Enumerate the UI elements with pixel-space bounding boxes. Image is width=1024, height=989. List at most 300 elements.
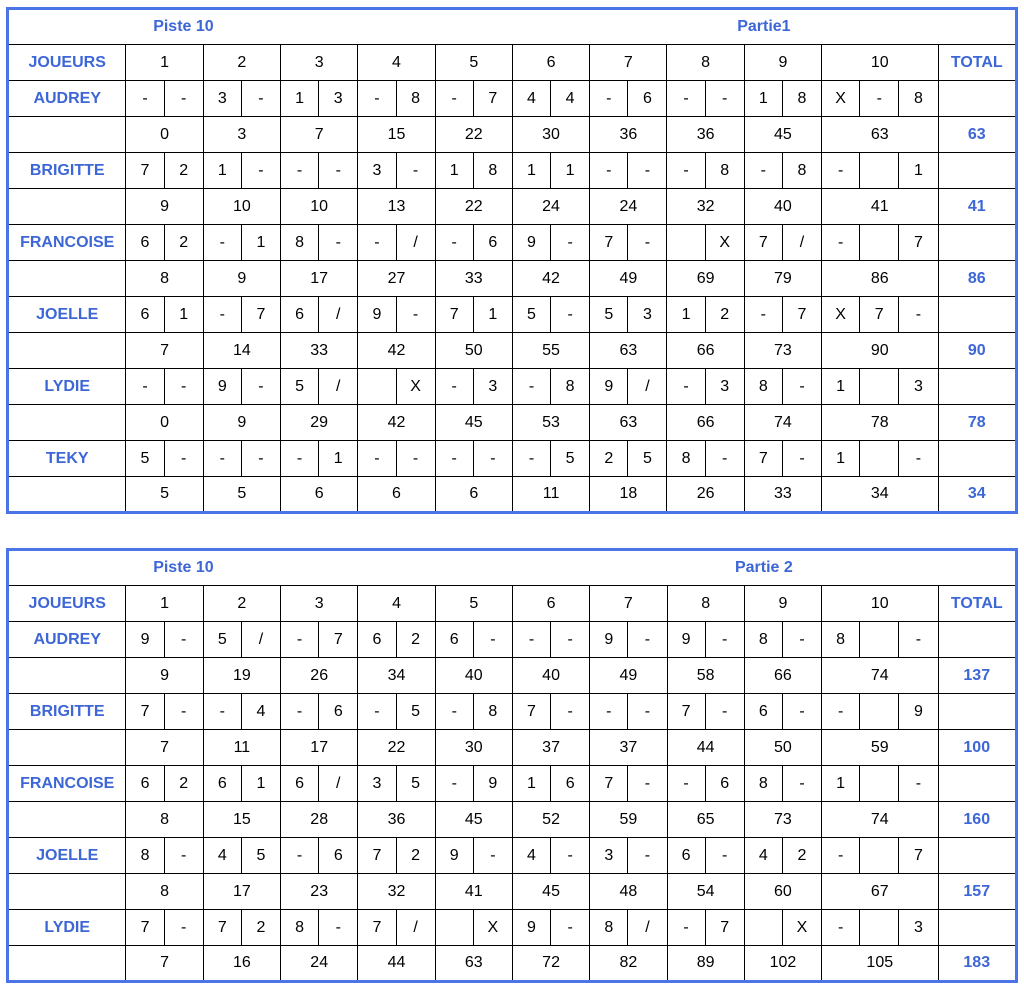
piste-title: Piste 10 <box>8 550 358 586</box>
roll-cell: / <box>319 297 358 333</box>
frame-score: 42 <box>358 405 435 441</box>
roll-cell: - <box>435 81 473 117</box>
roll-cell: 1 <box>473 297 512 333</box>
frame-number: 7 <box>590 586 667 622</box>
frame-score: 45 <box>512 874 589 910</box>
roll-cell: 6 <box>126 297 164 333</box>
roll-cell: X <box>822 297 860 333</box>
player-rolls-row <box>8 622 1017 658</box>
frame-score: 24 <box>512 189 589 225</box>
roll-cell: 5 <box>281 369 319 405</box>
roll-cell: 5 <box>396 766 435 802</box>
player-name: JOELLE <box>8 838 126 874</box>
frame-score: 66 <box>667 405 744 441</box>
roll-cell: - <box>590 694 628 730</box>
roll-cell: 7 <box>782 297 821 333</box>
frame-score: 10 <box>203 189 280 225</box>
frame-score: 7 <box>126 946 203 982</box>
frame-score: 72 <box>512 946 589 982</box>
frame-score: 30 <box>435 730 512 766</box>
frame-number: 3 <box>281 586 358 622</box>
total-blank <box>938 766 1017 802</box>
frame-score: 50 <box>744 730 821 766</box>
frame-number: 1 <box>126 45 203 81</box>
frame-score: 17 <box>281 261 358 297</box>
roll-cell: - <box>241 369 280 405</box>
roll-cell: - <box>782 766 821 802</box>
roll-cell: 1 <box>822 369 860 405</box>
roll-cell: 8 <box>899 81 938 117</box>
player-scores-row <box>8 261 1017 297</box>
roll-cell: - <box>667 153 705 189</box>
player-rolls-row <box>8 694 1017 730</box>
frame-score: 11 <box>203 730 280 766</box>
roll-cell: 8 <box>396 81 435 117</box>
name-blank <box>8 802 126 838</box>
frame-score: 45 <box>744 117 821 153</box>
roll-cell: 7 <box>126 153 164 189</box>
roll-cell: - <box>358 225 396 261</box>
roll-cell: 1 <box>512 766 550 802</box>
roll-cell: 9 <box>435 838 473 874</box>
frame-score: 7 <box>281 117 358 153</box>
frame-score: 33 <box>281 333 358 369</box>
roll-cell: 8 <box>590 910 628 946</box>
frame-score: 14 <box>203 333 280 369</box>
roll-cell: - <box>628 153 667 189</box>
frame-score: 22 <box>435 189 512 225</box>
player-name: FRANCOISE <box>8 225 126 261</box>
total-blank <box>938 441 1016 477</box>
roll-cell: 2 <box>782 838 821 874</box>
frame-score: 52 <box>512 802 589 838</box>
frame-score: 105 <box>822 946 938 982</box>
roll-cell: 7 <box>358 910 396 946</box>
frame-score: 41 <box>822 189 939 225</box>
frame-number: 4 <box>358 586 435 622</box>
roll-cell: 2 <box>241 910 280 946</box>
roll-cell: 1 <box>241 766 280 802</box>
frame-score: 74 <box>744 405 821 441</box>
roll-cell: 3 <box>319 81 358 117</box>
frame-score: 79 <box>744 261 821 297</box>
frame-score: 66 <box>744 658 821 694</box>
frame-score: 17 <box>281 730 358 766</box>
frame-score: 32 <box>358 874 435 910</box>
roll-cell: 4 <box>744 838 782 874</box>
roll-cell: 8 <box>782 81 821 117</box>
roll-cell: 7 <box>667 694 705 730</box>
frame-number: 2 <box>203 45 280 81</box>
roll-cell: X <box>822 81 860 117</box>
roll-cell: 9 <box>512 910 550 946</box>
frame-score: 69 <box>667 261 744 297</box>
frame-score: 63 <box>590 333 667 369</box>
frame-score: 58 <box>667 658 744 694</box>
player-total: 157 <box>938 874 1017 910</box>
roll-cell: 4 <box>203 838 241 874</box>
roll-cell <box>860 153 899 189</box>
player-rolls-row <box>8 81 1017 117</box>
roll-cell: - <box>473 622 512 658</box>
player-scores-row <box>8 658 1017 694</box>
frame-number: 10 <box>822 45 939 81</box>
player-scores-row <box>8 802 1017 838</box>
roll-cell: 7 <box>899 838 938 874</box>
player-name: JOELLE <box>8 297 126 333</box>
frame-score: 7 <box>126 333 203 369</box>
roll-cell: - <box>512 622 550 658</box>
roll-cell: 1 <box>203 153 241 189</box>
frame-number: 3 <box>281 45 358 81</box>
player-total: 34 <box>938 477 1016 513</box>
frame-score: 40 <box>435 658 512 694</box>
frame-score: 15 <box>358 117 435 153</box>
player-scores-row <box>8 333 1017 369</box>
roll-cell: - <box>899 441 938 477</box>
roll-cell: X <box>705 225 744 261</box>
frame-score: 32 <box>667 189 744 225</box>
roll-cell: 7 <box>319 622 358 658</box>
roll-cell: 7 <box>705 910 744 946</box>
players-header: JOUEURS <box>8 586 126 622</box>
frame-score: 55 <box>512 333 589 369</box>
roll-cell: 4 <box>241 694 280 730</box>
roll-cell: 8 <box>473 694 512 730</box>
frame-number: 7 <box>590 45 667 81</box>
player-scores-row <box>8 946 1017 982</box>
partie-title: Partie1 <box>590 9 938 45</box>
roll-cell: 8 <box>705 153 744 189</box>
frame-score: 59 <box>822 730 938 766</box>
roll-cell: - <box>396 441 435 477</box>
roll-cell: - <box>281 622 319 658</box>
roll-cell: 7 <box>744 441 782 477</box>
frame-score: 89 <box>667 946 744 982</box>
frame-score: 9 <box>203 405 280 441</box>
frame-score: 53 <box>512 405 589 441</box>
roll-cell: - <box>705 622 744 658</box>
roll-cell: / <box>241 622 280 658</box>
frame-score: 7 <box>126 730 203 766</box>
frame-number: 10 <box>822 586 938 622</box>
roll-cell: 9 <box>203 369 241 405</box>
roll-cell: - <box>164 441 203 477</box>
roll-cell: 7 <box>358 838 396 874</box>
roll-cell: - <box>126 369 164 405</box>
roll-cell: - <box>396 297 435 333</box>
player-total: 100 <box>938 730 1017 766</box>
frame-score: 34 <box>358 658 435 694</box>
roll-cell: - <box>435 225 473 261</box>
frame-score: 73 <box>744 333 821 369</box>
roll-cell: - <box>822 694 860 730</box>
total-header: TOTAL <box>938 586 1017 622</box>
player-rolls-row <box>8 910 1017 946</box>
name-blank <box>8 333 126 369</box>
roll-cell: - <box>435 766 473 802</box>
roll-cell: X <box>782 910 821 946</box>
player-total: 137 <box>938 658 1017 694</box>
player-name: BRIGITTE <box>8 694 126 730</box>
frame-number: 8 <box>667 45 744 81</box>
roll-cell: - <box>705 838 744 874</box>
frame-score: 24 <box>590 189 667 225</box>
title-spacer <box>938 9 1016 45</box>
roll-cell <box>435 910 473 946</box>
players-header: JOUEURS <box>8 45 126 81</box>
total-blank <box>938 369 1016 405</box>
roll-cell: - <box>473 441 512 477</box>
roll-cell: - <box>435 441 473 477</box>
player-rolls-row <box>8 297 1017 333</box>
roll-cell: - <box>164 838 203 874</box>
title-row <box>8 550 1017 586</box>
frame-score: 34 <box>822 477 939 513</box>
header-row <box>8 586 1017 622</box>
frame-score: 67 <box>822 874 938 910</box>
roll-cell: 6 <box>628 81 667 117</box>
roll-cell: - <box>822 838 860 874</box>
frame-score: 33 <box>435 261 512 297</box>
frame-score: 74 <box>822 658 938 694</box>
frame-score: 27 <box>358 261 435 297</box>
player-name: FRANCOISE <box>8 766 126 802</box>
frame-score: 23 <box>281 874 358 910</box>
frame-score: 3 <box>203 117 280 153</box>
roll-cell: 6 <box>705 766 744 802</box>
frame-score: 11 <box>512 477 589 513</box>
frame-score: 28 <box>281 802 358 838</box>
title-spacer <box>358 9 590 45</box>
roll-cell: 5 <box>628 441 667 477</box>
roll-cell: 5 <box>551 441 590 477</box>
roll-cell: 5 <box>126 441 164 477</box>
roll-cell: 3 <box>203 81 241 117</box>
roll-cell: 2 <box>590 441 628 477</box>
roll-cell: 6 <box>319 838 358 874</box>
roll-cell: - <box>551 297 590 333</box>
roll-cell: - <box>319 225 358 261</box>
player-total: 78 <box>938 405 1016 441</box>
roll-cell: - <box>628 622 667 658</box>
roll-cell: 9 <box>358 297 396 333</box>
player-scores-row <box>8 117 1017 153</box>
player-name: AUDREY <box>8 81 126 117</box>
frame-score: 26 <box>281 658 358 694</box>
frame-number: 2 <box>203 586 280 622</box>
roll-cell: 5 <box>396 694 435 730</box>
frame-score: 63 <box>822 117 939 153</box>
frame-score: 63 <box>590 405 667 441</box>
roll-cell: 7 <box>126 910 164 946</box>
roll-cell: - <box>281 694 319 730</box>
frame-score: 65 <box>667 802 744 838</box>
frame-number: 6 <box>512 586 589 622</box>
player-scores-row <box>8 874 1017 910</box>
frame-number: 1 <box>126 586 203 622</box>
roll-cell: - <box>822 910 860 946</box>
roll-cell: 6 <box>281 766 319 802</box>
roll-cell: - <box>782 694 821 730</box>
player-name: TEKY <box>8 441 126 477</box>
roll-cell: X <box>473 910 512 946</box>
total-blank <box>938 81 1016 117</box>
frame-score: 54 <box>667 874 744 910</box>
roll-cell: - <box>860 81 899 117</box>
roll-cell: 6 <box>473 225 512 261</box>
roll-cell: - <box>590 153 628 189</box>
roll-cell: - <box>705 81 744 117</box>
frame-score: 30 <box>512 117 589 153</box>
roll-cell: 7 <box>590 766 628 802</box>
frame-number: 5 <box>435 45 512 81</box>
frame-score: 86 <box>822 261 939 297</box>
player-rolls-row <box>8 838 1017 874</box>
roll-cell: - <box>396 153 435 189</box>
roll-cell: - <box>782 369 821 405</box>
roll-cell: - <box>822 153 860 189</box>
player-name: LYDIE <box>8 910 126 946</box>
player-name: LYDIE <box>8 369 126 405</box>
score-sheet-partie-2 <box>6 548 1018 983</box>
roll-cell: 4 <box>512 838 550 874</box>
frame-score: 37 <box>512 730 589 766</box>
roll-cell <box>860 441 899 477</box>
roll-cell: - <box>667 766 705 802</box>
roll-cell: 6 <box>203 766 241 802</box>
roll-cell: - <box>358 81 396 117</box>
frame-score: 42 <box>512 261 589 297</box>
roll-cell: - <box>164 694 203 730</box>
frame-score: 17 <box>203 874 280 910</box>
total-header: TOTAL <box>938 45 1016 81</box>
frame-number: 6 <box>512 45 589 81</box>
frame-score: 6 <box>435 477 512 513</box>
roll-cell: - <box>551 838 590 874</box>
roll-cell <box>358 369 396 405</box>
player-name: AUDREY <box>8 622 126 658</box>
roll-cell: - <box>512 441 550 477</box>
frame-score: 63 <box>435 946 512 982</box>
frame-score: 45 <box>435 405 512 441</box>
roll-cell: - <box>628 766 667 802</box>
title-spacer <box>358 550 590 586</box>
player-rolls-row <box>8 153 1017 189</box>
roll-cell: / <box>782 225 821 261</box>
roll-cell: 8 <box>473 153 512 189</box>
frame-score: 44 <box>358 946 435 982</box>
header-row <box>8 45 1017 81</box>
player-rolls-row <box>8 225 1017 261</box>
roll-cell: 8 <box>126 838 164 874</box>
frame-number: 5 <box>435 586 512 622</box>
roll-cell: 7 <box>203 910 241 946</box>
roll-cell: - <box>899 766 938 802</box>
total-blank <box>938 694 1017 730</box>
roll-cell: - <box>551 694 590 730</box>
frame-score: 82 <box>590 946 667 982</box>
roll-cell <box>860 225 899 261</box>
frame-score: 36 <box>667 117 744 153</box>
roll-cell: 3 <box>628 297 667 333</box>
roll-cell: 1 <box>744 81 782 117</box>
roll-cell: 6 <box>435 622 473 658</box>
roll-cell: - <box>281 153 319 189</box>
player-total: 183 <box>938 946 1017 982</box>
roll-cell <box>860 838 899 874</box>
roll-cell: 4 <box>551 81 590 117</box>
player-scores-row <box>8 477 1017 513</box>
frame-score: 66 <box>667 333 744 369</box>
name-blank <box>8 730 126 766</box>
roll-cell <box>860 694 899 730</box>
frame-score: 42 <box>358 333 435 369</box>
name-blank <box>8 117 126 153</box>
roll-cell: - <box>667 369 705 405</box>
roll-cell: 6 <box>126 225 164 261</box>
roll-cell: - <box>705 694 744 730</box>
roll-cell: - <box>126 81 164 117</box>
roll-cell: - <box>628 838 667 874</box>
roll-cell: 1 <box>512 153 550 189</box>
roll-cell: 1 <box>241 225 280 261</box>
roll-cell <box>860 910 899 946</box>
roll-cell: 7 <box>512 694 550 730</box>
roll-cell: 7 <box>473 81 512 117</box>
roll-cell: - <box>822 225 860 261</box>
roll-cell: / <box>396 225 435 261</box>
roll-cell: - <box>164 81 203 117</box>
roll-cell <box>744 910 782 946</box>
roll-cell: / <box>628 910 667 946</box>
frame-score: 9 <box>126 658 203 694</box>
frame-score: 36 <box>358 802 435 838</box>
roll-cell: 5 <box>241 838 280 874</box>
roll-cell: 2 <box>164 153 203 189</box>
player-total: 41 <box>938 189 1016 225</box>
frame-score: 6 <box>358 477 435 513</box>
roll-cell <box>667 225 705 261</box>
frame-score: 45 <box>435 802 512 838</box>
roll-cell: 8 <box>744 766 782 802</box>
total-blank <box>938 153 1016 189</box>
total-blank <box>938 910 1017 946</box>
roll-cell: - <box>241 153 280 189</box>
roll-cell: 8 <box>281 910 319 946</box>
roll-cell: - <box>203 441 241 477</box>
frame-score: 22 <box>435 117 512 153</box>
frame-number: 9 <box>744 45 821 81</box>
frame-number: 8 <box>667 586 744 622</box>
frame-score: 22 <box>358 730 435 766</box>
roll-cell: 2 <box>164 225 203 261</box>
roll-cell: - <box>744 153 782 189</box>
player-rolls-row <box>8 766 1017 802</box>
roll-cell: / <box>319 369 358 405</box>
name-blank <box>8 946 126 982</box>
name-blank <box>8 261 126 297</box>
roll-cell: - <box>319 153 358 189</box>
roll-cell: - <box>512 369 550 405</box>
roll-cell: 7 <box>435 297 473 333</box>
roll-cell: 1 <box>319 441 358 477</box>
frame-score: 13 <box>358 189 435 225</box>
frame-score: 26 <box>667 477 744 513</box>
frame-score: 15 <box>203 802 280 838</box>
frame-score: 0 <box>126 405 203 441</box>
name-blank <box>8 405 126 441</box>
